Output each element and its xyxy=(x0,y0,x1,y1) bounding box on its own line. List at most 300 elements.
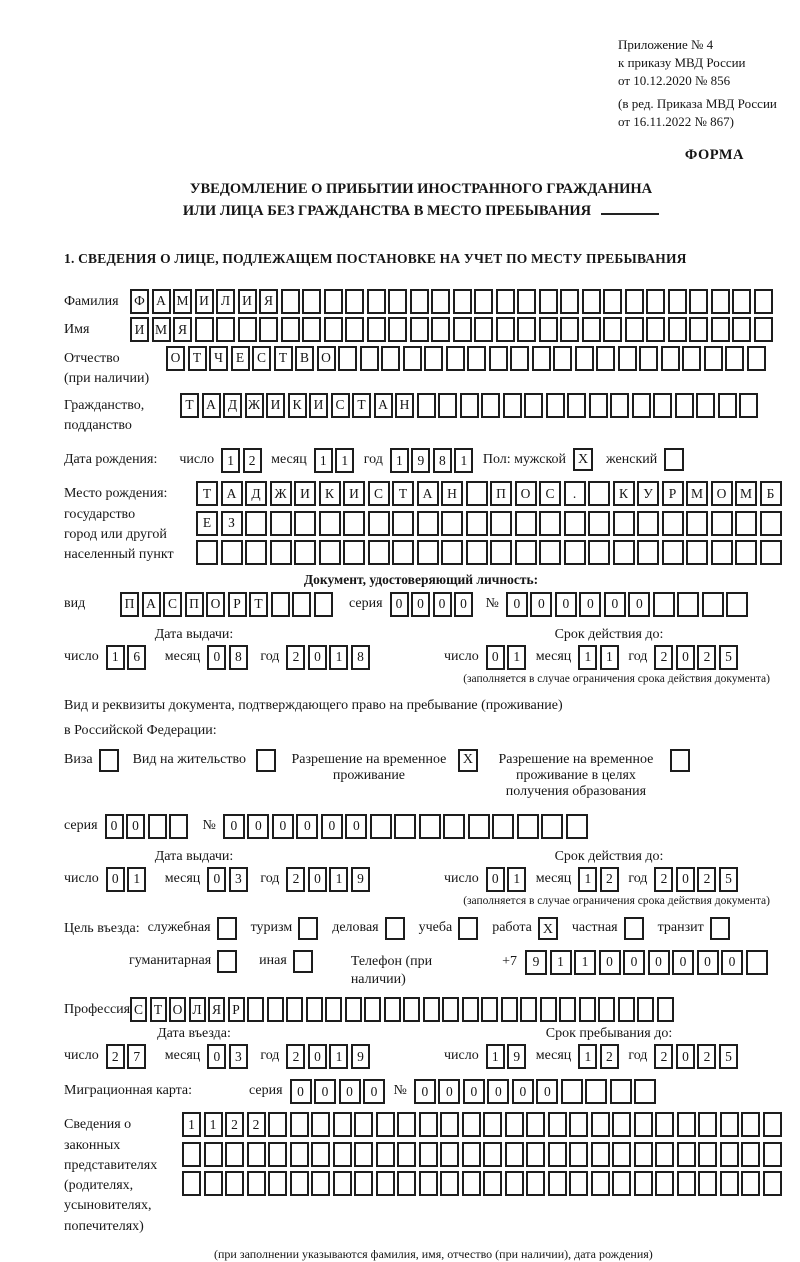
form-cell[interactable]: 1 xyxy=(221,448,240,473)
form-cell[interactable] xyxy=(591,1142,610,1167)
form-cell[interactable]: 8 xyxy=(433,448,452,473)
form-cell[interactable] xyxy=(324,289,343,314)
rvp-education-checkbox[interactable] xyxy=(670,749,690,772)
form-cell[interactable] xyxy=(360,346,379,371)
form-cell[interactable]: 9 xyxy=(411,448,430,473)
form-cell[interactable] xyxy=(566,814,588,839)
form-cell[interactable] xyxy=(613,540,635,565)
form-cell[interactable] xyxy=(221,540,243,565)
form-cell[interactable] xyxy=(634,1142,653,1167)
form-cell[interactable] xyxy=(689,289,708,314)
form-cell[interactable] xyxy=(245,511,267,536)
form-cell[interactable]: 2 xyxy=(600,867,619,892)
form-cell[interactable] xyxy=(754,317,773,342)
form-cell[interactable]: К xyxy=(319,481,341,506)
form-cell[interactable] xyxy=(618,346,637,371)
form-cell[interactable] xyxy=(546,393,565,418)
form-cell[interactable] xyxy=(490,511,512,536)
form-cell[interactable] xyxy=(419,1112,438,1137)
form-cell[interactable]: 2 xyxy=(697,1044,716,1069)
form-cell[interactable]: О xyxy=(515,481,537,506)
form-cell[interactable] xyxy=(662,540,684,565)
form-cell[interactable]: 0 xyxy=(555,592,577,617)
form-cell[interactable]: 0 xyxy=(487,1079,509,1104)
form-cell[interactable] xyxy=(732,317,751,342)
form-cell[interactable] xyxy=(268,1112,287,1137)
form-cell[interactable]: Л xyxy=(189,997,206,1022)
form-cell[interactable] xyxy=(696,393,715,418)
form-cell[interactable]: М xyxy=(686,481,708,506)
form-cell[interactable]: 1 xyxy=(329,1044,348,1069)
form-cell[interactable] xyxy=(704,346,723,371)
form-cell[interactable] xyxy=(466,511,488,536)
form-cell[interactable] xyxy=(732,289,751,314)
form-cell[interactable] xyxy=(462,1142,481,1167)
form-cell[interactable] xyxy=(612,1112,631,1137)
form-cell[interactable] xyxy=(655,1142,674,1167)
form-cell[interactable] xyxy=(225,1171,244,1196)
form-cell[interactable]: С xyxy=(252,346,271,371)
form-cell[interactable] xyxy=(392,511,414,536)
form-cell[interactable] xyxy=(481,393,500,418)
form-cell[interactable] xyxy=(564,540,586,565)
form-cell[interactable]: Т xyxy=(150,997,167,1022)
form-cell[interactable] xyxy=(689,317,708,342)
form-cell[interactable] xyxy=(686,540,708,565)
form-cell[interactable] xyxy=(410,317,429,342)
form-cell[interactable] xyxy=(524,393,543,418)
form-cell[interactable]: И xyxy=(266,393,285,418)
form-cell[interactable]: Е xyxy=(231,346,250,371)
form-cell[interactable]: 2 xyxy=(697,867,716,892)
form-cell[interactable] xyxy=(539,511,561,536)
form-cell[interactable] xyxy=(539,317,558,342)
form-cell[interactable] xyxy=(747,346,766,371)
form-cell[interactable] xyxy=(397,1171,416,1196)
form-cell[interactable] xyxy=(657,997,674,1022)
form-cell[interactable] xyxy=(613,511,635,536)
form-cell[interactable] xyxy=(345,317,364,342)
form-cell[interactable]: 7 xyxy=(127,1044,146,1069)
form-cell[interactable]: 1 xyxy=(507,645,526,670)
form-cell[interactable]: И xyxy=(294,481,316,506)
form-cell[interactable] xyxy=(726,592,748,617)
form-cell[interactable] xyxy=(603,317,622,342)
form-cell[interactable]: 0 xyxy=(697,950,719,975)
form-cell[interactable] xyxy=(598,997,615,1022)
form-cell[interactable]: 3 xyxy=(229,867,248,892)
form-cell[interactable] xyxy=(662,511,684,536)
form-cell[interactable] xyxy=(196,540,218,565)
form-cell[interactable] xyxy=(259,317,278,342)
form-cell[interactable] xyxy=(182,1171,201,1196)
form-cell[interactable] xyxy=(677,1171,696,1196)
form-cell[interactable] xyxy=(270,511,292,536)
form-cell[interactable] xyxy=(474,289,493,314)
form-cell[interactable] xyxy=(634,1079,656,1104)
form-cell[interactable] xyxy=(501,997,518,1022)
form-cell[interactable] xyxy=(446,346,465,371)
form-cell[interactable] xyxy=(467,346,486,371)
form-cell[interactable] xyxy=(735,511,757,536)
form-cell[interactable]: 0 xyxy=(648,950,670,975)
form-cell[interactable] xyxy=(539,540,561,565)
form-cell[interactable] xyxy=(319,540,341,565)
form-cell[interactable]: 3 xyxy=(229,1044,248,1069)
form-cell[interactable]: 1 xyxy=(106,645,125,670)
form-cell[interactable]: З xyxy=(221,511,243,536)
form-cell[interactable]: К xyxy=(613,481,635,506)
form-cell[interactable] xyxy=(575,346,594,371)
form-cell[interactable]: 0 xyxy=(676,645,695,670)
form-cell[interactable]: И xyxy=(343,481,365,506)
form-cell[interactable]: 0 xyxy=(486,645,505,670)
form-cell[interactable] xyxy=(397,1142,416,1167)
form-cell[interactable]: 2 xyxy=(225,1112,244,1137)
form-cell[interactable]: 0 xyxy=(672,950,694,975)
form-cell[interactable] xyxy=(325,997,342,1022)
form-cell[interactable]: Б xyxy=(760,481,782,506)
form-cell[interactable]: 2 xyxy=(247,1112,266,1137)
form-cell[interactable] xyxy=(505,1171,524,1196)
form-cell[interactable] xyxy=(763,1112,782,1137)
form-cell[interactable]: С xyxy=(539,481,561,506)
form-cell[interactable]: Т xyxy=(249,592,268,617)
form-cell[interactable] xyxy=(560,317,579,342)
form-cell[interactable]: 1 xyxy=(127,867,146,892)
form-cell[interactable]: А xyxy=(142,592,161,617)
form-cell[interactable] xyxy=(376,1171,395,1196)
form-cell[interactable]: А xyxy=(374,393,393,418)
form-cell[interactable]: 5 xyxy=(719,1044,738,1069)
form-cell[interactable] xyxy=(290,1142,309,1167)
form-cell[interactable]: М xyxy=(735,481,757,506)
form-cell[interactable] xyxy=(417,540,439,565)
form-cell[interactable] xyxy=(182,1142,201,1167)
form-cell[interactable]: 0 xyxy=(454,592,473,617)
form-cell[interactable]: 1 xyxy=(578,645,597,670)
form-cell[interactable]: 5 xyxy=(719,645,738,670)
form-cell[interactable] xyxy=(720,1171,739,1196)
form-cell[interactable] xyxy=(338,346,357,371)
form-cell[interactable]: 0 xyxy=(433,592,452,617)
form-cell[interactable] xyxy=(517,317,536,342)
form-cell[interactable]: И xyxy=(130,317,149,342)
form-cell[interactable]: Е xyxy=(196,511,218,536)
form-cell[interactable] xyxy=(532,346,551,371)
form-cell[interactable] xyxy=(711,289,730,314)
form-cell[interactable]: 9 xyxy=(351,867,370,892)
form-cell[interactable] xyxy=(306,997,323,1022)
form-cell[interactable]: О xyxy=(169,997,186,1022)
form-cell[interactable] xyxy=(216,317,235,342)
form-cell[interactable] xyxy=(702,592,724,617)
form-cell[interactable]: И xyxy=(195,289,214,314)
form-cell[interactable]: 1 xyxy=(574,950,596,975)
form-cell[interactable] xyxy=(591,1112,610,1137)
form-cell[interactable]: 0 xyxy=(536,1079,558,1104)
form-cell[interactable] xyxy=(462,997,479,1022)
form-cell[interactable] xyxy=(677,1142,696,1167)
form-cell[interactable] xyxy=(515,511,537,536)
form-cell[interactable] xyxy=(561,1079,583,1104)
form-cell[interactable] xyxy=(526,1171,545,1196)
form-cell[interactable]: 1 xyxy=(578,1044,597,1069)
form-cell[interactable]: 0 xyxy=(530,592,552,617)
form-cell[interactable] xyxy=(698,1171,717,1196)
form-cell[interactable]: 8 xyxy=(351,645,370,670)
form-cell[interactable]: А xyxy=(221,481,243,506)
form-cell[interactable] xyxy=(741,1142,760,1167)
form-cell[interactable] xyxy=(333,1142,352,1167)
form-cell[interactable] xyxy=(267,997,284,1022)
form-cell[interactable] xyxy=(247,997,264,1022)
form-cell[interactable]: 0 xyxy=(308,867,327,892)
form-cell[interactable] xyxy=(503,393,522,418)
form-cell[interactable]: 0 xyxy=(207,645,226,670)
form-cell[interactable]: Т xyxy=(188,346,207,371)
residence-permit-checkbox[interactable] xyxy=(256,749,276,772)
form-cell[interactable]: 1 xyxy=(600,645,619,670)
form-cell[interactable] xyxy=(247,1142,266,1167)
form-cell[interactable] xyxy=(668,317,687,342)
form-cell[interactable] xyxy=(225,1142,244,1167)
form-cell[interactable] xyxy=(653,393,672,418)
form-cell[interactable] xyxy=(526,1142,545,1167)
form-cell[interactable] xyxy=(314,592,333,617)
form-cell[interactable]: 0 xyxy=(308,645,327,670)
form-cell[interactable] xyxy=(319,511,341,536)
form-cell[interactable]: 0 xyxy=(223,814,245,839)
form-cell[interactable]: Р xyxy=(228,592,247,617)
form-cell[interactable] xyxy=(569,1171,588,1196)
form-cell[interactable]: 6 xyxy=(127,645,146,670)
form-cell[interactable] xyxy=(364,997,381,1022)
form-cell[interactable]: Д xyxy=(223,393,242,418)
form-cell[interactable] xyxy=(384,997,401,1022)
form-cell[interactable]: А xyxy=(202,393,221,418)
form-cell[interactable] xyxy=(294,511,316,536)
form-cell[interactable] xyxy=(760,540,782,565)
form-cell[interactable] xyxy=(698,1142,717,1167)
form-cell[interactable] xyxy=(354,1171,373,1196)
form-cell[interactable] xyxy=(632,393,651,418)
form-cell[interactable]: И xyxy=(309,393,328,418)
form-cell[interactable]: М xyxy=(152,317,171,342)
form-cell[interactable] xyxy=(468,814,490,839)
form-cell[interactable] xyxy=(720,1142,739,1167)
form-cell[interactable]: 1 xyxy=(204,1112,223,1137)
form-cell[interactable]: П xyxy=(120,592,139,617)
form-cell[interactable] xyxy=(760,511,782,536)
visa-checkbox[interactable] xyxy=(99,749,119,772)
form-cell[interactable]: 0 xyxy=(506,592,528,617)
form-cell[interactable] xyxy=(441,511,463,536)
form-cell[interactable] xyxy=(560,289,579,314)
form-cell[interactable] xyxy=(376,1142,395,1167)
form-cell[interactable] xyxy=(440,1142,459,1167)
form-cell[interactable]: 0 xyxy=(207,867,226,892)
form-cell[interactable]: 0 xyxy=(604,592,626,617)
form-cell[interactable]: С xyxy=(331,393,350,418)
form-cell[interactable] xyxy=(270,540,292,565)
form-cell[interactable]: 0 xyxy=(438,1079,460,1104)
form-cell[interactable] xyxy=(343,511,365,536)
form-cell[interactable] xyxy=(612,1171,631,1196)
form-cell[interactable] xyxy=(591,1171,610,1196)
form-cell[interactable]: 0 xyxy=(676,867,695,892)
form-cell[interactable]: Р xyxy=(228,997,245,1022)
form-cell[interactable] xyxy=(354,1142,373,1167)
form-cell[interactable] xyxy=(431,289,450,314)
form-cell[interactable] xyxy=(302,317,321,342)
form-cell[interactable]: В xyxy=(295,346,314,371)
form-cell[interactable] xyxy=(311,1142,330,1167)
form-cell[interactable] xyxy=(588,481,610,506)
form-cell[interactable] xyxy=(741,1171,760,1196)
form-cell[interactable] xyxy=(481,997,498,1022)
form-cell[interactable]: Н xyxy=(441,481,463,506)
form-cell[interactable] xyxy=(345,289,364,314)
purpose-inaya-checkbox[interactable] xyxy=(293,950,313,973)
form-cell[interactable] xyxy=(367,289,386,314)
form-cell[interactable]: 0 xyxy=(414,1079,436,1104)
form-cell[interactable] xyxy=(505,1112,524,1137)
form-cell[interactable] xyxy=(403,997,420,1022)
form-cell[interactable] xyxy=(311,1112,330,1137)
purpose-turizm-checkbox[interactable] xyxy=(298,917,318,940)
form-cell[interactable]: 9 xyxy=(351,1044,370,1069)
form-cell[interactable]: Я xyxy=(259,289,278,314)
form-cell[interactable] xyxy=(559,997,576,1022)
form-cell[interactable] xyxy=(169,814,188,839)
form-cell[interactable] xyxy=(424,346,443,371)
form-cell[interactable]: 1 xyxy=(507,867,526,892)
form-cell[interactable] xyxy=(610,1079,632,1104)
form-cell[interactable]: 0 xyxy=(721,950,743,975)
form-cell[interactable]: У xyxy=(637,481,659,506)
form-cell[interactable]: 9 xyxy=(507,1044,526,1069)
form-cell[interactable] xyxy=(686,511,708,536)
form-cell[interactable]: П xyxy=(490,481,512,506)
form-cell[interactable] xyxy=(677,1112,696,1137)
form-cell[interactable] xyxy=(639,346,658,371)
form-cell[interactable] xyxy=(698,1112,717,1137)
form-cell[interactable]: 0 xyxy=(463,1079,485,1104)
form-cell[interactable] xyxy=(763,1142,782,1167)
form-cell[interactable] xyxy=(423,997,440,1022)
form-cell[interactable]: 0 xyxy=(512,1079,534,1104)
form-cell[interactable]: 0 xyxy=(345,814,367,839)
form-cell[interactable] xyxy=(388,289,407,314)
form-cell[interactable] xyxy=(634,1171,653,1196)
form-cell[interactable] xyxy=(718,393,737,418)
form-cell[interactable] xyxy=(655,1112,674,1137)
form-cell[interactable]: 0 xyxy=(599,950,621,975)
form-cell[interactable]: Т xyxy=(352,393,371,418)
form-cell[interactable]: 0 xyxy=(314,1079,336,1104)
form-cell[interactable] xyxy=(195,317,214,342)
form-cell[interactable] xyxy=(290,1171,309,1196)
form-cell[interactable]: 2 xyxy=(286,1044,305,1069)
purpose-sluzhebnaya-checkbox[interactable] xyxy=(217,917,237,940)
form-cell[interactable] xyxy=(453,289,472,314)
form-cell[interactable] xyxy=(483,1142,502,1167)
form-cell[interactable] xyxy=(517,814,539,839)
form-cell[interactable]: Т xyxy=(196,481,218,506)
form-cell[interactable] xyxy=(462,1112,481,1137)
form-cell[interactable] xyxy=(634,1112,653,1137)
form-cell[interactable]: Я xyxy=(173,317,192,342)
form-cell[interactable]: 1 xyxy=(329,645,348,670)
form-cell[interactable]: Д xyxy=(245,481,267,506)
form-cell[interactable] xyxy=(271,592,290,617)
form-cell[interactable] xyxy=(324,317,343,342)
form-cell[interactable] xyxy=(410,289,429,314)
form-cell[interactable]: А xyxy=(417,481,439,506)
form-cell[interactable]: Ч xyxy=(209,346,228,371)
form-cell[interactable] xyxy=(668,289,687,314)
form-cell[interactable] xyxy=(618,997,635,1022)
form-cell[interactable] xyxy=(394,814,416,839)
form-cell[interactable] xyxy=(682,346,701,371)
form-cell[interactable] xyxy=(370,814,392,839)
form-cell[interactable] xyxy=(368,540,390,565)
form-cell[interactable]: 0 xyxy=(390,592,409,617)
form-cell[interactable]: 2 xyxy=(654,645,673,670)
form-cell[interactable]: 0 xyxy=(486,867,505,892)
form-cell[interactable]: 0 xyxy=(308,1044,327,1069)
form-cell[interactable] xyxy=(675,393,694,418)
form-cell[interactable]: 1 xyxy=(314,448,333,473)
form-cell[interactable] xyxy=(754,289,773,314)
form-cell[interactable] xyxy=(333,1171,352,1196)
form-cell[interactable] xyxy=(302,289,321,314)
form-cell[interactable]: С xyxy=(163,592,182,617)
form-cell[interactable]: 2 xyxy=(286,867,305,892)
form-cell[interactable] xyxy=(720,1112,739,1137)
purpose-gumanitarnaya-checkbox[interactable] xyxy=(217,950,237,973)
form-cell[interactable] xyxy=(490,540,512,565)
form-cell[interactable] xyxy=(741,1112,760,1137)
form-cell[interactable] xyxy=(588,511,610,536)
form-cell[interactable] xyxy=(579,997,596,1022)
form-cell[interactable] xyxy=(496,289,515,314)
form-cell[interactable] xyxy=(564,511,586,536)
purpose-chastnaya-checkbox[interactable] xyxy=(624,917,644,940)
form-cell[interactable]: 2 xyxy=(654,1044,673,1069)
form-cell[interactable] xyxy=(381,346,400,371)
form-cell[interactable]: 2 xyxy=(286,645,305,670)
form-cell[interactable] xyxy=(440,1112,459,1137)
form-cell[interactable] xyxy=(548,1112,567,1137)
form-cell[interactable] xyxy=(569,1112,588,1137)
form-cell[interactable] xyxy=(483,1171,502,1196)
form-cell[interactable] xyxy=(392,540,414,565)
form-cell[interactable] xyxy=(483,1112,502,1137)
form-cell[interactable]: П xyxy=(185,592,204,617)
form-cell[interactable] xyxy=(268,1171,287,1196)
form-cell[interactable] xyxy=(596,346,615,371)
form-cell[interactable]: 1 xyxy=(454,448,473,473)
form-cell[interactable]: 1 xyxy=(578,867,597,892)
form-cell[interactable] xyxy=(453,317,472,342)
form-cell[interactable]: Я xyxy=(208,997,225,1022)
form-cell[interactable] xyxy=(367,317,386,342)
form-cell[interactable] xyxy=(417,511,439,536)
form-cell[interactable] xyxy=(417,393,436,418)
form-cell[interactable] xyxy=(333,1112,352,1137)
